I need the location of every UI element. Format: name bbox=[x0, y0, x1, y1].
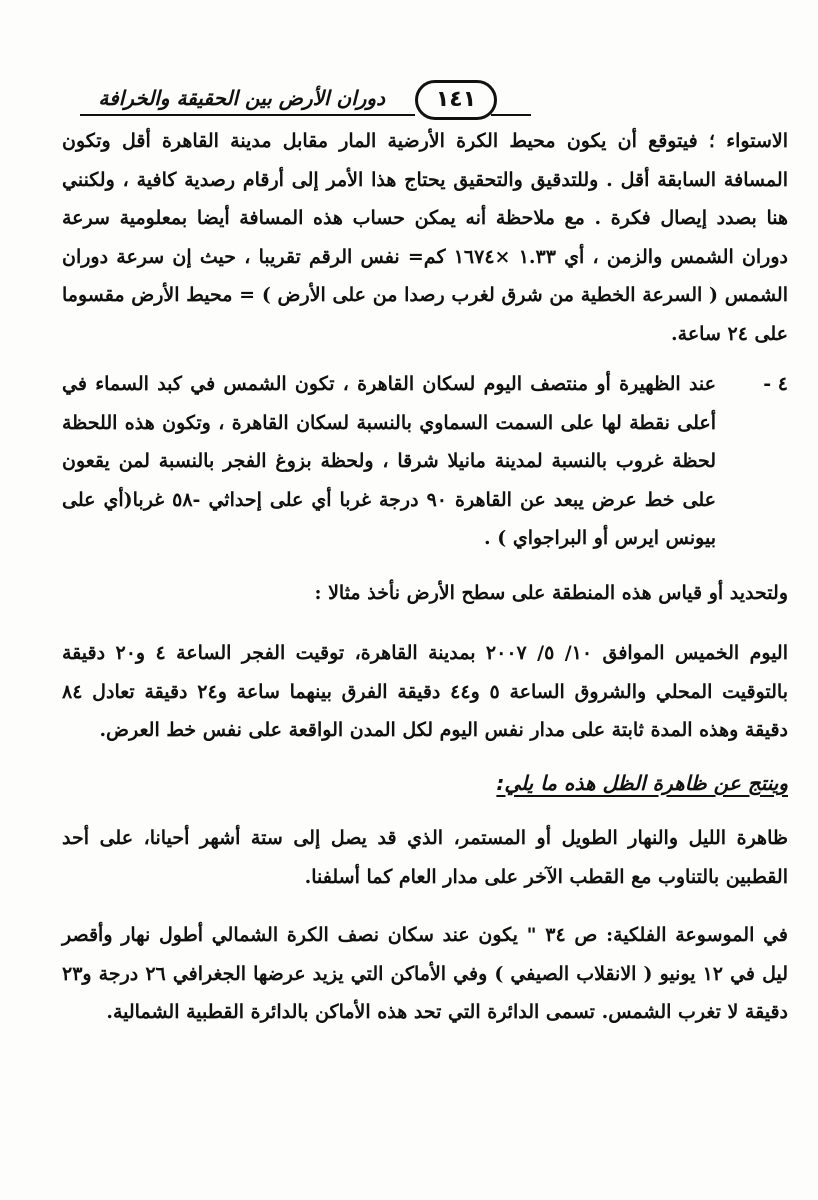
section-heading: وينتج عن ظاهرة الظل هذه ما يلي: bbox=[496, 770, 788, 795]
paragraph-date-example: اليوم الخميس الموافق ١٠/ ٥/ ٢٠٠٧ بمدينة القاهرة، توقيت الفجر الساعة ٤ و٢٠ دقيقة بالتوقيت المحلي والشروق الساعة ٥ و٤٤ دقيقة الفرق بينهما ساعة و٢٤ دقيقة تعادل ٨٤ دقيقة وهذه المدة ثابتة على مدار نفس اليوم لكل المدن الواقعة على نفس خط العرض. bbox=[62, 642, 789, 741]
section-heading-row bbox=[62, 764, 788, 804]
header-rule-right bbox=[491, 114, 531, 116]
page-body bbox=[62, 122, 788, 1032]
page-number: ١٤١ bbox=[415, 80, 497, 120]
paragraph-polar-night: ظاهرة الليل والنهار الطويل أو المستمر، الذي قد يصل إلى ستة أشهر أحيانا، على أحد القطبين بالتناوب مع القطب الآخر على مدار العام كما أسلفنا. bbox=[62, 827, 788, 888]
list-item-4 bbox=[62, 365, 788, 558]
paragraph-equator: الاستواء ؛ فيتوقع أن يكون محيط الكرة الأرضية المار مقابل مدينة القاهرة أقل وتكون المسافة السابقة أقل . وللتدقيق والتحقيق يحتاج هذا الأمر إلى أرقام رصدية كافية ، ولكنني هنا بصدد إيصال فكرة . مع ملاحظة أنه يمكن حساب هذه المسافة أيضا بمعلومية سرعة دوران الشمس والزمن ، أي ١.٣٣ ×١٦٧٤ كم= نفس الرقم تقريبا ، حيث إن سرعة دوران الشمس ( السرعة الخطية من شرق لغرب رصدا من على الأرض ) = محيط الأرض مقسوما على ٢٤ ساعة. bbox=[62, 130, 788, 345]
paragraph-intro: ولتحديد أو قياس هذه المنطقة على سطح الأرض نأخذ مثالا : bbox=[314, 581, 788, 604]
page-header bbox=[80, 78, 780, 118]
paragraph-encyclopedia: في الموسوعة الفلكية: ص ٣٤ " يكون عند سكان نصف الكرة الشمالي أطول نهار وأقصر ليل في ١٢ يونيو ( الانقلاب الصيفي ) وفي الأماكن التي يزيد عرضها الجغرافي ٢٦ درجة و٢٣ دقيقة لا تغرب الشمس. تسمى الدائرة التي تحد هذه الأماكن بالدائرة القطبية الشمالية. bbox=[62, 924, 788, 1023]
list-item-text: عند الظهيرة أو منتصف اليوم لسكان القاهرة ، تكون الشمس في كبد السماء في أعلى نقطة لها على السمت السماوي بالنسبة لسكان القاهرة ، وتكون هذه اللحظة لحظة غروب بالنسبة لمدينة مانيلا شرقا ، ولحظة بزوغ الفجر بالنسبة لمن يقعون على خط عرض يبعد عن القاهرة ٩٠ درجة غربا أي على إحداثي -٥٨ غربا(أي على بيونس ايرس أو البراجواي ) . bbox=[62, 373, 716, 549]
header-rule bbox=[80, 114, 415, 116]
list-item-number: ٤ - bbox=[763, 373, 788, 395]
running-title: دوران الأرض بين الحقيقة والخرافة bbox=[98, 86, 385, 110]
